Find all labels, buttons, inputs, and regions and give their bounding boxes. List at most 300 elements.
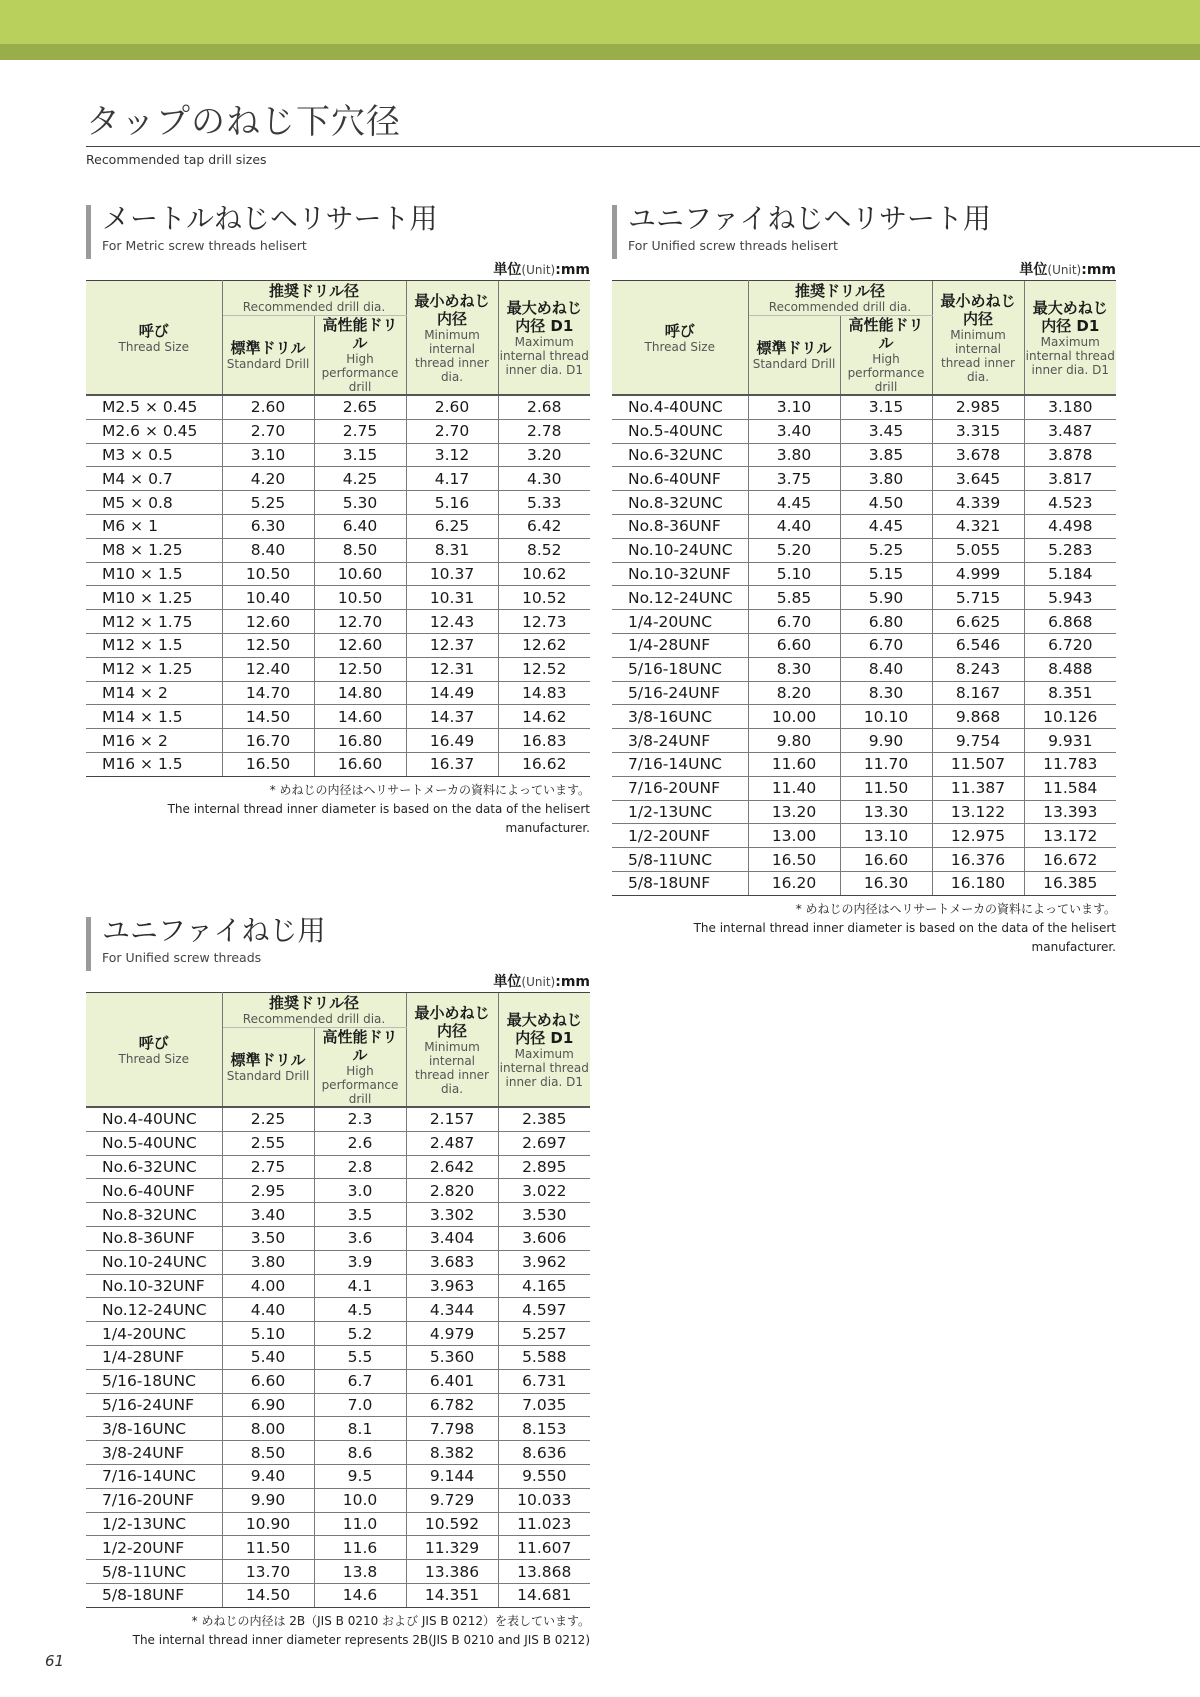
page-subtitle: Recommended tap drill sizes	[86, 152, 267, 167]
table-row	[86, 1464, 590, 1488]
cell-min-inner-dia: 2.157	[406, 1107, 498, 1131]
page-title: タップのねじ下穴径	[86, 102, 401, 142]
cell-standard-drill: 5.10	[748, 562, 840, 586]
table-row	[612, 776, 1116, 800]
cell-max-inner-dia: 2.385	[498, 1107, 590, 1131]
cell-high-perf-drill: 12.50	[314, 657, 406, 681]
cell-thread-size: M14 × 2	[86, 681, 222, 705]
cell-thread-size: 1/4-20UNC	[86, 1322, 222, 1346]
cell-thread-size: 5/8-11UNC	[86, 1560, 222, 1584]
cell-thread-size: No.8-36UNF	[86, 1226, 222, 1250]
col-thread-size: 呼び Thread Size	[86, 993, 222, 1108]
cell-high-perf-drill: 6.40	[314, 514, 406, 538]
cell-high-perf-drill: 16.30	[840, 871, 932, 895]
cell-high-perf-drill: 3.85	[840, 443, 932, 467]
cell-min-inner-dia: 10.592	[406, 1512, 498, 1536]
cell-standard-drill: 3.40	[222, 1203, 314, 1227]
cell-min-inner-dia: 9.729	[406, 1488, 498, 1512]
col-max-inner-dia: 最大めねじ内径 D1 Maximum internal thread inner dia. D1	[498, 281, 590, 396]
cell-thread-size: No.5-40UNC	[86, 1131, 222, 1155]
cell-min-inner-dia: 2.985	[932, 395, 1024, 419]
table-row	[86, 1226, 590, 1250]
cell-high-perf-drill: 2.65	[314, 395, 406, 419]
cell-thread-size: 7/16-20UNF	[612, 776, 748, 800]
cell-max-inner-dia: 10.033	[498, 1488, 590, 1512]
cell-max-inner-dia: 4.498	[1024, 514, 1116, 538]
table-row	[612, 395, 1116, 419]
cell-min-inner-dia: 4.321	[932, 514, 1024, 538]
cell-standard-drill: 13.70	[222, 1560, 314, 1584]
cell-max-inner-dia: 8.488	[1024, 657, 1116, 681]
cell-min-inner-dia: 3.12	[406, 443, 498, 467]
table-row	[612, 705, 1116, 729]
cell-max-inner-dia: 7.035	[498, 1393, 590, 1417]
table-row	[86, 1369, 590, 1393]
cell-high-perf-drill: 2.6	[314, 1131, 406, 1155]
section-subtitle: For Unified screw threads	[102, 950, 262, 965]
cell-standard-drill: 5.40	[222, 1345, 314, 1369]
table-row	[86, 1583, 590, 1607]
cell-max-inner-dia: 11.584	[1024, 776, 1116, 800]
cell-standard-drill: 3.10	[222, 443, 314, 467]
cell-max-inner-dia: 10.52	[498, 586, 590, 610]
cell-min-inner-dia: 5.055	[932, 538, 1024, 562]
table-row	[86, 705, 590, 729]
cell-max-inner-dia: 11.023	[498, 1512, 590, 1536]
unit-label	[86, 260, 590, 280]
table-row	[86, 633, 590, 657]
table-row	[612, 467, 1116, 491]
cell-max-inner-dia: 16.62	[498, 752, 590, 776]
table-row	[86, 1274, 590, 1298]
cell-thread-size: 5/8-11UNC	[612, 848, 748, 872]
cell-standard-drill: 16.50	[748, 848, 840, 872]
cell-thread-size: No.12-24UNC	[612, 586, 748, 610]
table-note	[86, 1612, 590, 1650]
title-divider	[86, 146, 1200, 147]
cell-min-inner-dia: 14.37	[406, 705, 498, 729]
cell-thread-size: 1/2-20UNF	[86, 1536, 222, 1560]
section-title: ユニファイねじヘリサート用	[628, 202, 991, 235]
cell-min-inner-dia: 16.180	[932, 871, 1024, 895]
cell-standard-drill: 6.60	[222, 1369, 314, 1393]
cell-max-inner-dia: 8.52	[498, 538, 590, 562]
cell-thread-size: M6 × 1	[86, 514, 222, 538]
cell-min-inner-dia: 2.642	[406, 1155, 498, 1179]
col-min-inner-dia: 最小めねじ内径 Minimum internal thread inner dia.	[932, 281, 1024, 396]
cell-max-inner-dia: 12.52	[498, 657, 590, 681]
cell-standard-drill: 2.95	[222, 1179, 314, 1203]
cell-max-inner-dia: 13.393	[1024, 800, 1116, 824]
section-unified-helisert	[612, 202, 1116, 957]
table-row	[86, 1345, 590, 1369]
section-subtitle: For Metric screw threads helisert	[102, 238, 307, 253]
cell-min-inner-dia: 13.386	[406, 1560, 498, 1584]
cell-high-perf-drill: 13.8	[314, 1560, 406, 1584]
cell-thread-size: M14 × 1.5	[86, 705, 222, 729]
note-en-line1: The internal thread inner diameter is based on the data of the helisert	[167, 801, 590, 816]
cell-max-inner-dia: 12.73	[498, 610, 590, 634]
cell-min-inner-dia: 12.31	[406, 657, 498, 681]
cell-thread-size: 1/2-13UNC	[86, 1512, 222, 1536]
cell-min-inner-dia: 14.351	[406, 1583, 498, 1607]
cell-max-inner-dia: 14.83	[498, 681, 590, 705]
table-row	[612, 752, 1116, 776]
col-high-perf-drill: 高性能ドリル High performance drill	[314, 316, 406, 396]
cell-thread-size: M3 × 0.5	[86, 443, 222, 467]
cell-standard-drill: 14.50	[222, 1583, 314, 1607]
cell-max-inner-dia: 3.530	[498, 1203, 590, 1227]
cell-min-inner-dia: 4.344	[406, 1298, 498, 1322]
cell-standard-drill: 6.70	[748, 610, 840, 634]
cell-standard-drill: 6.30	[222, 514, 314, 538]
table-row	[612, 633, 1116, 657]
cell-standard-drill: 8.30	[748, 657, 840, 681]
table-row	[612, 824, 1116, 848]
cell-high-perf-drill: 2.75	[314, 419, 406, 443]
cell-standard-drill: 4.00	[222, 1274, 314, 1298]
cell-high-perf-drill: 14.6	[314, 1583, 406, 1607]
cell-min-inner-dia: 16.37	[406, 752, 498, 776]
cell-max-inner-dia: 2.697	[498, 1131, 590, 1155]
cell-thread-size: 5/16-24UNF	[86, 1393, 222, 1417]
table-row	[612, 538, 1116, 562]
cell-max-inner-dia: 9.550	[498, 1464, 590, 1488]
cell-max-inner-dia: 4.523	[1024, 491, 1116, 515]
cell-max-inner-dia: 6.731	[498, 1369, 590, 1393]
note-jp: * めねじの内径はヘリサートメーカの資料によっています。	[269, 782, 590, 797]
unit-mm: :mm	[1081, 262, 1116, 278]
cell-standard-drill: 16.20	[748, 871, 840, 895]
cell-thread-size: No.8-32UNC	[612, 491, 748, 515]
cell-thread-size: No.4-40UNC	[612, 395, 748, 419]
table-row	[86, 1155, 590, 1179]
table-row	[86, 1298, 590, 1322]
cell-standard-drill: 11.60	[748, 752, 840, 776]
cell-standard-drill: 4.40	[222, 1298, 314, 1322]
cell-standard-drill: 8.00	[222, 1417, 314, 1441]
cell-min-inner-dia: 14.49	[406, 681, 498, 705]
header-band-dark	[0, 44, 1200, 60]
unified-helisert-table	[612, 280, 1116, 896]
cell-high-perf-drill: 10.50	[314, 586, 406, 610]
cell-max-inner-dia: 14.681	[498, 1583, 590, 1607]
cell-high-perf-drill: 12.60	[314, 633, 406, 657]
cell-high-perf-drill: 2.3	[314, 1107, 406, 1131]
cell-high-perf-drill: 16.60	[840, 848, 932, 872]
cell-high-perf-drill: 8.50	[314, 538, 406, 562]
cell-max-inner-dia: 6.720	[1024, 633, 1116, 657]
cell-thread-size: M16 × 2	[86, 729, 222, 753]
cell-high-perf-drill: 13.10	[840, 824, 932, 848]
cell-high-perf-drill: 3.9	[314, 1250, 406, 1274]
cell-standard-drill: 2.75	[222, 1155, 314, 1179]
cell-standard-drill: 11.40	[748, 776, 840, 800]
table-row	[612, 610, 1116, 634]
cell-thread-size: No.6-32UNC	[612, 443, 748, 467]
unit-en: (Unit)	[521, 263, 556, 277]
table-row	[86, 1488, 590, 1512]
cell-max-inner-dia: 12.62	[498, 633, 590, 657]
cell-thread-size: M5 × 0.8	[86, 491, 222, 515]
cell-standard-drill: 9.90	[222, 1488, 314, 1512]
cell-max-inner-dia: 4.30	[498, 467, 590, 491]
cell-min-inner-dia: 4.979	[406, 1322, 498, 1346]
col-recommended-drill: 推奨ドリル径 Recommended drill dia.	[748, 281, 932, 316]
cell-thread-size: 5/16-18UNC	[86, 1369, 222, 1393]
cell-max-inner-dia: 5.943	[1024, 586, 1116, 610]
cell-standard-drill: 10.40	[222, 586, 314, 610]
cell-max-inner-dia: 4.597	[498, 1298, 590, 1322]
table-row	[86, 514, 590, 538]
table-row	[86, 752, 590, 776]
cell-high-perf-drill: 13.30	[840, 800, 932, 824]
cell-max-inner-dia: 8.636	[498, 1441, 590, 1465]
table-row	[86, 538, 590, 562]
cell-min-inner-dia: 6.546	[932, 633, 1024, 657]
header-band-light	[0, 0, 1200, 44]
table-row	[612, 848, 1116, 872]
unit-jp: 単位	[493, 974, 522, 990]
cell-standard-drill: 3.80	[222, 1250, 314, 1274]
section-title: ユニファイねじ用	[102, 914, 326, 947]
cell-high-perf-drill: 10.10	[840, 705, 932, 729]
cell-max-inner-dia: 16.385	[1024, 871, 1116, 895]
metric-table	[86, 280, 590, 777]
cell-min-inner-dia: 3.302	[406, 1203, 498, 1227]
cell-high-perf-drill: 3.15	[314, 443, 406, 467]
table-row	[86, 681, 590, 705]
table-row	[86, 657, 590, 681]
cell-thread-size: 5/8-18UNF	[612, 871, 748, 895]
cell-thread-size: No.10-24UNC	[612, 538, 748, 562]
cell-standard-drill: 4.40	[748, 514, 840, 538]
table-row	[86, 1322, 590, 1346]
cell-standard-drill: 5.10	[222, 1322, 314, 1346]
cell-max-inner-dia: 16.83	[498, 729, 590, 753]
col-recommended-drill: 推奨ドリル径 Recommended drill dia.	[222, 993, 406, 1028]
cell-thread-size: No.5-40UNC	[612, 419, 748, 443]
cell-high-perf-drill: 10.0	[314, 1488, 406, 1512]
note-en-line2: manufacturer.	[1031, 939, 1116, 954]
cell-thread-size: M2.5 × 0.45	[86, 395, 222, 419]
cell-max-inner-dia: 11.607	[498, 1536, 590, 1560]
col-high-perf-drill: 高性能ドリル High performance drill	[840, 316, 932, 396]
table-row	[612, 586, 1116, 610]
cell-thread-size: M4 × 0.7	[86, 467, 222, 491]
cell-thread-size: 7/16-14UNC	[612, 752, 748, 776]
cell-thread-size: No.10-32UNF	[612, 562, 748, 586]
cell-high-perf-drill: 3.0	[314, 1179, 406, 1203]
cell-min-inner-dia: 6.625	[932, 610, 1024, 634]
cell-standard-drill: 12.50	[222, 633, 314, 657]
table-row	[86, 1203, 590, 1227]
cell-min-inner-dia: 6.401	[406, 1369, 498, 1393]
cell-max-inner-dia: 10.126	[1024, 705, 1116, 729]
unit-jp: 単位	[1019, 262, 1048, 278]
cell-standard-drill: 2.25	[222, 1107, 314, 1131]
cell-standard-drill: 9.80	[748, 729, 840, 753]
table-row	[86, 586, 590, 610]
cell-high-perf-drill: 5.25	[840, 538, 932, 562]
cell-min-inner-dia: 2.60	[406, 395, 498, 419]
table-row	[86, 1536, 590, 1560]
table-row	[612, 729, 1116, 753]
cell-standard-drill: 12.60	[222, 610, 314, 634]
cell-thread-size: 1/2-13UNC	[612, 800, 748, 824]
cell-max-inner-dia: 4.165	[498, 1274, 590, 1298]
cell-standard-drill: 6.60	[748, 633, 840, 657]
cell-min-inner-dia: 3.404	[406, 1226, 498, 1250]
cell-min-inner-dia: 5.715	[932, 586, 1024, 610]
cell-high-perf-drill: 4.50	[840, 491, 932, 515]
col-thread-size: 呼び Thread Size	[86, 281, 222, 396]
cell-thread-size: No.8-32UNC	[86, 1203, 222, 1227]
unit-mm: :mm	[555, 262, 590, 278]
cell-high-perf-drill: 3.6	[314, 1226, 406, 1250]
cell-max-inner-dia: 11.783	[1024, 752, 1116, 776]
table-row	[612, 419, 1116, 443]
cell-min-inner-dia: 4.17	[406, 467, 498, 491]
cell-high-perf-drill: 14.80	[314, 681, 406, 705]
cell-thread-size: No.8-36UNF	[612, 514, 748, 538]
unit-en: (Unit)	[1047, 263, 1082, 277]
cell-high-perf-drill: 16.80	[314, 729, 406, 753]
cell-thread-size: 5/16-24UNF	[612, 681, 748, 705]
cell-thread-size: No.6-40UNF	[86, 1179, 222, 1203]
cell-max-inner-dia: 8.351	[1024, 681, 1116, 705]
note-jp: * めねじの内径はヘリサートメーカの資料によっています。	[795, 901, 1116, 916]
cell-min-inner-dia: 6.782	[406, 1393, 498, 1417]
table-row	[86, 1560, 590, 1584]
col-standard-drill: 標準ドリル Standard Drill	[748, 316, 840, 396]
table-row	[612, 657, 1116, 681]
table-row	[86, 443, 590, 467]
cell-thread-size: 5/8-18UNF	[86, 1583, 222, 1607]
col-high-perf-drill: 高性能ドリル High performance drill	[314, 1028, 406, 1108]
cell-min-inner-dia: 3.315	[932, 419, 1024, 443]
cell-high-perf-drill: 5.90	[840, 586, 932, 610]
cell-min-inner-dia: 8.243	[932, 657, 1024, 681]
table-row	[86, 1393, 590, 1417]
cell-high-perf-drill: 3.15	[840, 395, 932, 419]
cell-high-perf-drill: 3.80	[840, 467, 932, 491]
section-metric-helisert	[86, 202, 590, 838]
table-row	[86, 491, 590, 515]
section-title: メートルねじヘリサート用	[102, 202, 438, 235]
cell-max-inner-dia: 6.42	[498, 514, 590, 538]
cell-high-perf-drill: 4.1	[314, 1274, 406, 1298]
cell-standard-drill: 16.50	[222, 752, 314, 776]
cell-high-perf-drill: 2.8	[314, 1155, 406, 1179]
cell-standard-drill: 10.50	[222, 562, 314, 586]
cell-high-perf-drill: 3.45	[840, 419, 932, 443]
table-row	[86, 1179, 590, 1203]
cell-thread-size: M8 × 1.25	[86, 538, 222, 562]
cell-max-inner-dia: 3.606	[498, 1226, 590, 1250]
cell-standard-drill: 16.70	[222, 729, 314, 753]
cell-min-inner-dia: 8.382	[406, 1441, 498, 1465]
cell-min-inner-dia: 7.798	[406, 1417, 498, 1441]
cell-thread-size: 7/16-14UNC	[86, 1464, 222, 1488]
cell-min-inner-dia: 16.376	[932, 848, 1024, 872]
cell-max-inner-dia: 13.172	[1024, 824, 1116, 848]
cell-high-perf-drill: 11.0	[314, 1512, 406, 1536]
page-number: 61	[45, 1652, 65, 1670]
cell-thread-size: 1/2-20UNF	[612, 824, 748, 848]
cell-standard-drill: 4.20	[222, 467, 314, 491]
cell-max-inner-dia: 3.962	[498, 1250, 590, 1274]
cell-thread-size: M12 × 1.25	[86, 657, 222, 681]
cell-high-perf-drill: 8.6	[314, 1441, 406, 1465]
table-row	[612, 800, 1116, 824]
unit-en: (Unit)	[521, 975, 556, 989]
cell-thread-size: M12 × 1.5	[86, 633, 222, 657]
cell-max-inner-dia: 8.153	[498, 1417, 590, 1441]
cell-max-inner-dia: 3.487	[1024, 419, 1116, 443]
cell-standard-drill: 13.20	[748, 800, 840, 824]
table-row	[612, 443, 1116, 467]
cell-min-inner-dia: 5.16	[406, 491, 498, 515]
cell-thread-size: M16 × 1.5	[86, 752, 222, 776]
cell-standard-drill: 13.00	[748, 824, 840, 848]
unit-label	[612, 260, 1116, 280]
cell-high-perf-drill: 11.70	[840, 752, 932, 776]
cell-thread-size: No.10-24UNC	[86, 1250, 222, 1274]
cell-max-inner-dia: 2.895	[498, 1155, 590, 1179]
cell-thread-size: No.6-40UNF	[612, 467, 748, 491]
cell-thread-size: 1/4-20UNC	[612, 610, 748, 634]
col-max-inner-dia: 最大めねじ内径 D1 Maximum internal thread inner dia. D1	[498, 993, 590, 1108]
unit-mm: :mm	[555, 974, 590, 990]
cell-min-inner-dia: 11.329	[406, 1536, 498, 1560]
cell-high-perf-drill: 12.70	[314, 610, 406, 634]
cell-min-inner-dia: 9.754	[932, 729, 1024, 753]
cell-standard-drill: 10.90	[222, 1512, 314, 1536]
cell-min-inner-dia: 9.144	[406, 1464, 498, 1488]
cell-standard-drill: 3.50	[222, 1226, 314, 1250]
table-row	[86, 610, 590, 634]
unit-label	[86, 972, 590, 992]
cell-high-perf-drill: 3.5	[314, 1203, 406, 1227]
note-en-line1: The internal thread inner diameter represents 2B(JIS B 0210 and JIS B 0212)	[132, 1632, 590, 1647]
section-unified	[86, 914, 590, 1650]
cell-thread-size: M2.6 × 0.45	[86, 419, 222, 443]
cell-min-inner-dia: 10.31	[406, 586, 498, 610]
cell-standard-drill: 8.40	[222, 538, 314, 562]
cell-high-perf-drill: 14.60	[314, 705, 406, 729]
cell-standard-drill: 5.85	[748, 586, 840, 610]
table-row	[86, 729, 590, 753]
cell-standard-drill: 14.50	[222, 705, 314, 729]
cell-standard-drill: 6.90	[222, 1393, 314, 1417]
table-row	[86, 1512, 590, 1536]
cell-high-perf-drill: 4.5	[314, 1298, 406, 1322]
cell-high-perf-drill: 11.50	[840, 776, 932, 800]
cell-max-inner-dia: 13.868	[498, 1560, 590, 1584]
col-standard-drill: 標準ドリル Standard Drill	[222, 316, 314, 396]
cell-min-inner-dia: 4.999	[932, 562, 1024, 586]
unit-jp: 単位	[493, 262, 522, 278]
cell-high-perf-drill: 16.60	[314, 752, 406, 776]
cell-high-perf-drill: 10.60	[314, 562, 406, 586]
unified-table	[86, 992, 590, 1608]
table-row	[612, 562, 1116, 586]
cell-high-perf-drill: 4.25	[314, 467, 406, 491]
cell-max-inner-dia: 9.931	[1024, 729, 1116, 753]
col-min-inner-dia: 最小めねじ内径 Minimum internal thread inner dia.	[406, 281, 498, 396]
cell-high-perf-drill: 5.30	[314, 491, 406, 515]
